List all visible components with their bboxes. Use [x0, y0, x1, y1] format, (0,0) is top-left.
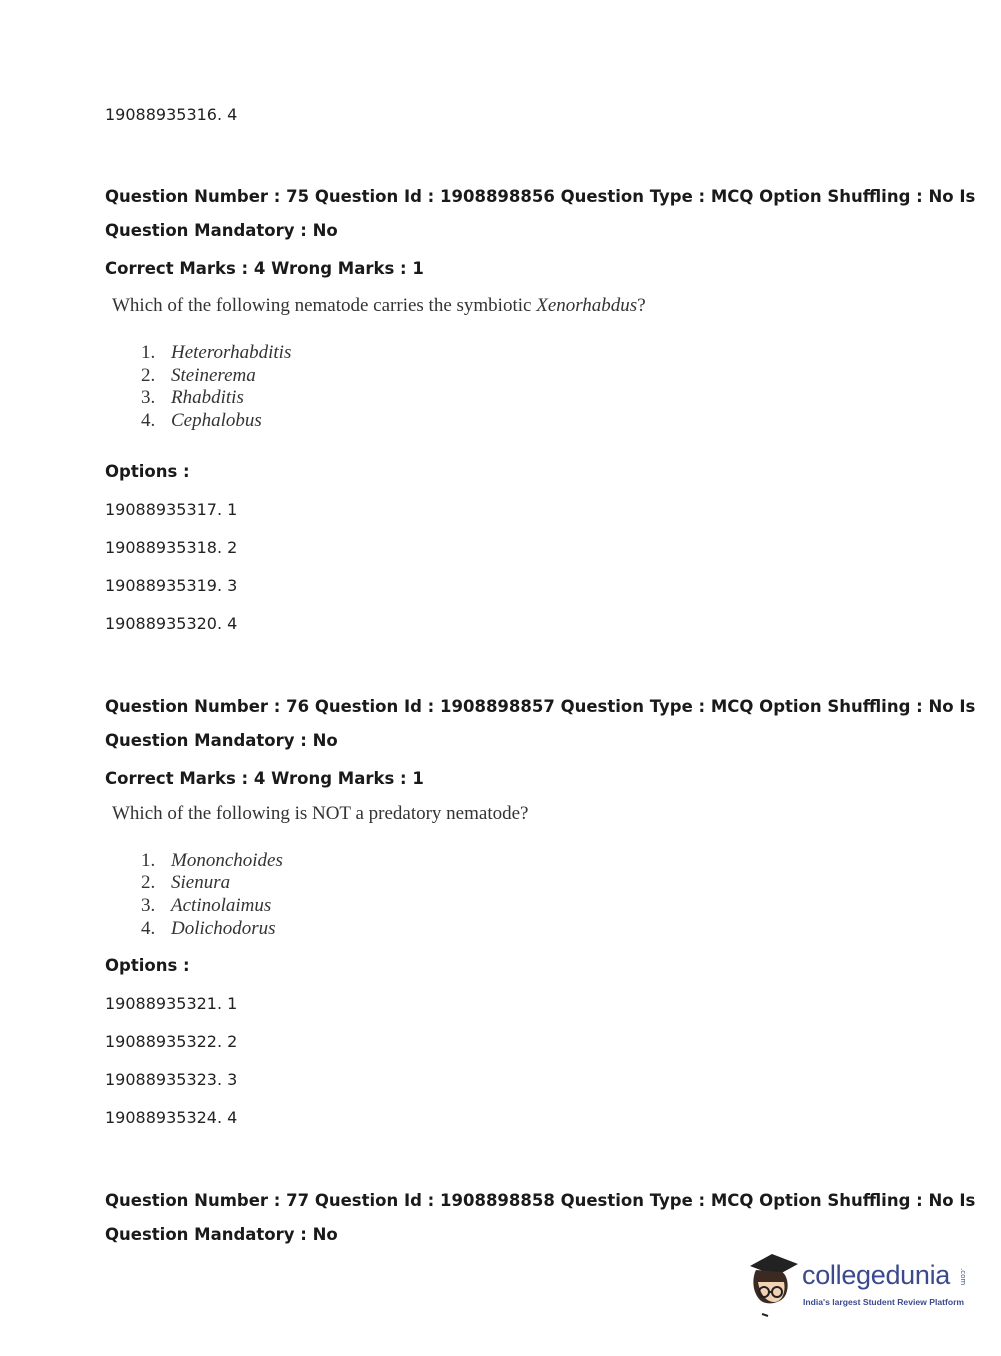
q75-option: 19088935317. 1: [105, 500, 238, 519]
q76-option: 19088935322. 2: [105, 1032, 238, 1051]
collegedunia-logo: [742, 1248, 972, 1318]
top-option: 19088935316. 4: [105, 105, 238, 124]
q77-header: Question Number : 77 Question Id : 1908898858 Question Type : MCQ Option Shuffling : No Is: [105, 1191, 976, 1210]
q76-options-label: Options :: [105, 956, 190, 975]
q76-option: 19088935323. 3: [105, 1070, 238, 1089]
q77-mandatory: Question Mandatory : No: [105, 1225, 338, 1244]
q76-choice: 2. Sienura: [141, 872, 231, 893]
q75-option: 19088935320. 4: [105, 614, 238, 633]
q76-mandatory: Question Mandatory : No: [105, 731, 338, 750]
q76-question-text: Which of the following is NOT a predatory nematode?: [112, 803, 529, 824]
logo-brand: collegedunia: [802, 1260, 951, 1290]
logo-suffix: .com: [959, 1268, 967, 1286]
logo-tagline: India's largest Student Review Platform: [803, 1297, 965, 1307]
q75-header: Question Number : 75 Question Id : 1908898856 Question Type : MCQ Option Shuffling : No Is: [105, 187, 976, 206]
q75-choice: 1. Heterorhabditis: [141, 342, 292, 363]
q76-choice: 4. Dolichodorus: [141, 918, 276, 939]
mascot-icon: [742, 1248, 802, 1318]
q75-options-label: Options :: [105, 462, 190, 481]
q76-option: 19088935324. 4: [105, 1108, 238, 1127]
q76-choice: 1. Mononchoides: [141, 850, 283, 871]
q75-choice: 2. Steinerema: [141, 365, 256, 386]
q76-marks: Correct Marks : 4 Wrong Marks : 1: [105, 769, 424, 788]
q76-choice: 3. Actinolaimus: [141, 895, 272, 916]
q75-question-text: Which of the following nematode carries the symbiotic Xenorhabdus?: [112, 295, 646, 316]
q75-option: 19088935318. 2: [105, 538, 238, 557]
q76-option: 19088935321. 1: [105, 994, 238, 1013]
q75-mandatory: Question Mandatory : No: [105, 221, 338, 240]
q75-choice: 3. Rhabditis: [141, 387, 244, 408]
q75-marks: Correct Marks : 4 Wrong Marks : 1: [105, 259, 424, 278]
q75-option: 19088935319. 3: [105, 576, 238, 595]
q76-header: Question Number : 76 Question Id : 1908898857 Question Type : MCQ Option Shuffling : No Is: [105, 697, 976, 716]
q75-choice: 4. Cephalobus: [141, 410, 262, 431]
